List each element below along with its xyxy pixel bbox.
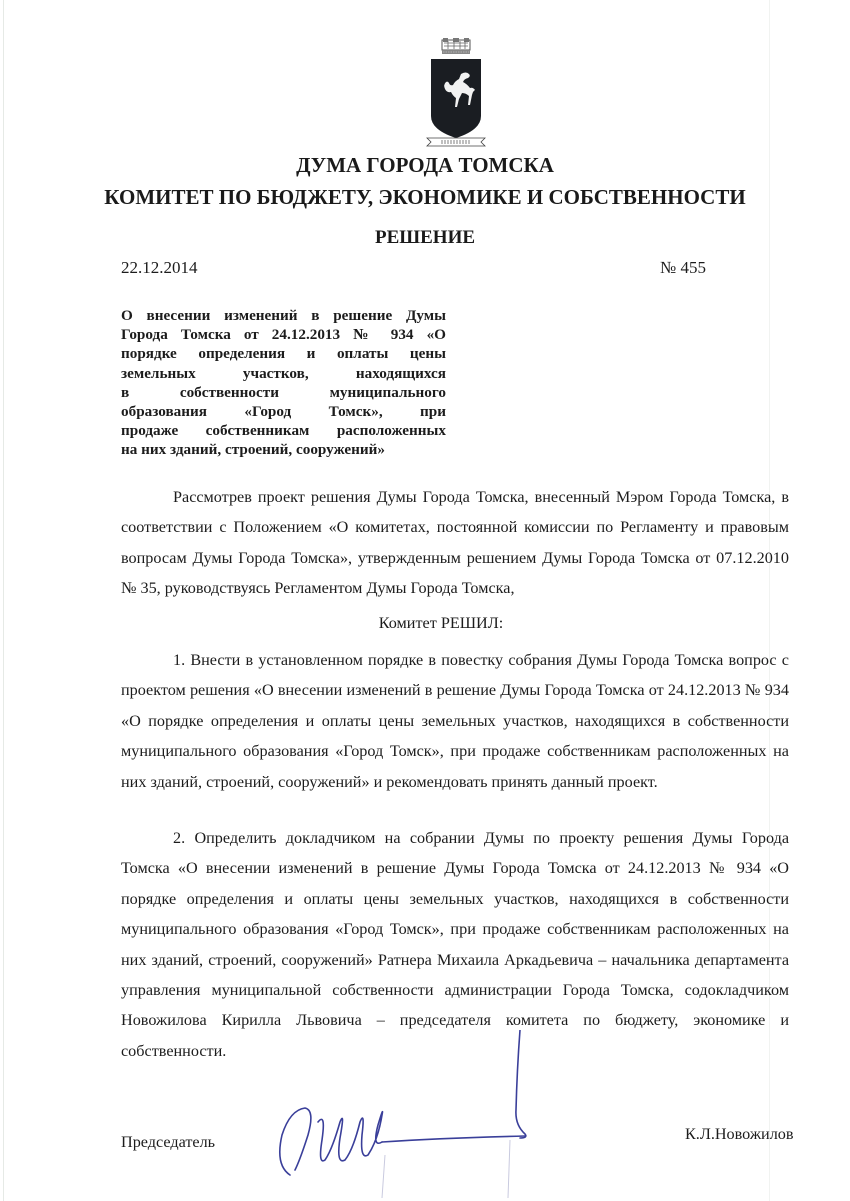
signatory-name: К.Л.Новожилов bbox=[685, 1125, 794, 1143]
organization-title: ДУМА ГОРОДА ТОМСКА bbox=[296, 153, 554, 177]
document-subject bbox=[121, 306, 446, 460]
tomsk-coat-of-arms-icon bbox=[421, 38, 491, 150]
document-date: 22.12.2014 bbox=[121, 258, 198, 277]
resolution-item-1: 1. Внести в установленном порядке в повестку собрания Думы Города Томска вопрос с проектом решения «О внесении изменений в решение Думы Города Томска от 24.12.2013 № 934 «О порядке определения и оплаты цены земельных участков, находящихся в собственности муниципального образования «Город Томск», при продаже собственникам расположенных на них зданий, строений, сооружений» и рекомендовать принять данный проект. bbox=[121, 651, 789, 791]
ribbon-icon bbox=[427, 138, 485, 146]
subject-line: О внесении изменений в решение Думы bbox=[121, 307, 446, 324]
subject-line: продаже собственникам расположенных bbox=[121, 422, 446, 440]
scan-edge-left bbox=[3, 0, 4, 1201]
subject-line: Города Томска от 24.12.2013 № 934 «О bbox=[121, 326, 446, 344]
resolved-heading: Комитет РЕШИЛ: bbox=[378, 614, 504, 632]
document-type: РЕШЕНИЕ bbox=[374, 227, 476, 248]
subject-line: порядке определения и оплаты цены bbox=[121, 345, 446, 363]
document-number: № 455 bbox=[660, 258, 706, 277]
crown-icon bbox=[442, 38, 470, 54]
subject-line: образования «Город Томск», при bbox=[121, 403, 446, 421]
subject-line: на них зданий, строений, сооружений» bbox=[121, 441, 385, 459]
resolution-item-2: 2. Определить докладчиком на собрании Думы по проекту решения Думы Города Томска «О внесении изменений в решение Думы Города Томска от 24.12.2013 № 934 «О порядке определения и оплаты цены земельных участков, находящихся в собственности муниципального образования «Город Томск», при продаже собственникам расположенных на них зданий, строений, сооружений» Ратнера Михаила Аркадьевича – начальника департамента управления муниципальной собственности администрации Города Томска, содокладчиком Новожилова Кирилла Львовича – председателя комитета по бюджету, экономике и собственности. bbox=[121, 829, 789, 1060]
signatory-title: Председатель bbox=[121, 1133, 216, 1151]
subject-line: земельных участков, находящихся bbox=[121, 364, 446, 382]
committee-title: КОМИТЕТ ПО БЮДЖЕТУ, ЭКОНОМИКЕ И СОБСТВЕННОСТИ bbox=[104, 185, 746, 209]
subject-line: в собственности муниципального bbox=[121, 383, 446, 401]
handwritten-signature-icon bbox=[270, 1030, 550, 1200]
preamble-paragraph: Рассмотрев проект решения Думы Города Томска, внесенный Мэром Города Томска, в соответствии с Положением «О комитетах, постоянной комиссии по Регламенту и правовым вопросам Думы Города Томска», утвержденным решением Думы Города Томска от 07.12.2010 № 35, руководствуясь Регламентом Думы Города Томска, bbox=[121, 488, 789, 598]
